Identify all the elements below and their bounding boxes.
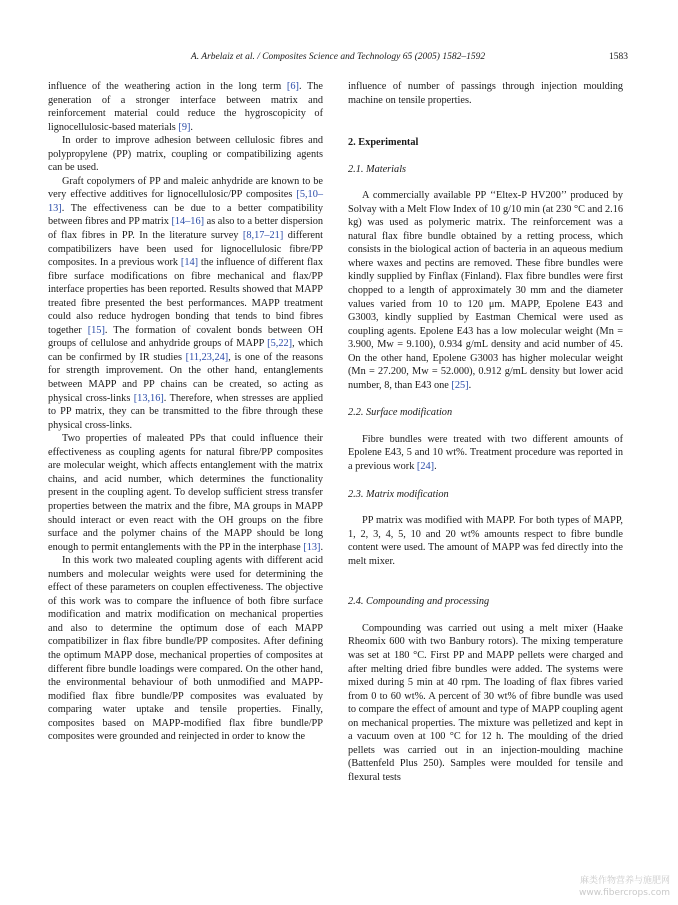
paragraph (348, 514, 623, 568)
citation-link[interactable]: [13,16] (133, 392, 164, 404)
paragraph-text: . Therefore, when stresses are applied to PP matrix, they can be transmitted to the fibre through these physical cross-links. (48, 392, 323, 431)
citation-link[interactable]: [15] (87, 324, 105, 336)
paragraph (48, 175, 323, 432)
paragraph-text: influence of number of passings through injection moulding machine on tensile properties. (348, 81, 623, 106)
subsection-heading: 2.3. Matrix modification (348, 488, 449, 500)
citation-link[interactable]: [14] (180, 257, 199, 269)
paragraph-text: Two properties of maleated PPs that could influence their effectiveness as coupling agents for natural fibre/PP composites are molecular weight, which affects entanglement with the matrix chains, and acid number, which determines the functionality present in the coupling agent. To develop sufficient stress transfer properties between the matrix and the fibre, MA groups in MAPP should interact or even react with the OH groups on the fibre surface and the polymer chains of the MAPP should be long enough to permit entanglements with the PP in the interphase (48, 433, 323, 553)
paragraph-text: . (468, 379, 472, 391)
citation-link[interactable]: [5,10–13] (48, 189, 323, 214)
citation-link[interactable]: [14–16] (171, 216, 205, 228)
paragraph-text: . (320, 541, 324, 553)
paragraph-text: different compatibilizers have been used for lignocellulosic fibre/PP composites. In a previous work (48, 230, 323, 269)
citation-link[interactable]: [11,23,24] (185, 351, 229, 363)
citation-link[interactable]: [5,22] (267, 338, 293, 350)
citation-link[interactable]: [6] (286, 81, 299, 92)
paragraph (348, 433, 623, 474)
citation-link[interactable]: [24] (416, 461, 435, 473)
citation-link[interactable]: [9] (178, 121, 191, 133)
watermark-line: 麻类作物营养与施肥网 (579, 876, 670, 886)
paragraph (348, 189, 623, 392)
paragraph-text: . (190, 121, 193, 133)
paragraph-text: the influence of different flax fibre surface modifications on fibre mechanical and flax/PP interface properties has been reported. Results showed that MAPP treated fibre presented the best performances. MAPP treatment could also reduce hydrogen bonding that tends to bind fibres together (48, 257, 323, 336)
paragraph-text: Graft copolymers of PP and maleic anhydride are known to be very effective additives for lignocellulosic/PP composites (48, 175, 323, 201)
paragraph (348, 622, 623, 785)
watermark (579, 875, 670, 899)
paragraph-text: . The generation of a stronger interface between matrix and reinforcement material could reduce the hygroscopicity of lignocellulosic-based materials (48, 81, 323, 133)
running-head: A. Arbelaiz et al. / Composites Science and Technology 65 (2005) 1582–1592 (190, 52, 486, 62)
paragraph-text: . (434, 461, 437, 473)
paragraph-text: , is one of the reasons for strength improvement. On the other hand, entanglements between MAPP and PP chains can be created, so acting as physical cross-links (48, 351, 323, 404)
right-column (348, 80, 623, 784)
paragraph-text: as also to a better dispersion of flax fibres in PP. In the literature survey (48, 216, 324, 242)
paragraph-text: , which can be confirmed by IR studies (48, 338, 324, 363)
watermark-line: www.fibercrops.com (579, 888, 670, 898)
paragraph-text: In order to improve adhesion between cellulosic fibres and polypropylene (PP) matrix, coupling or compatibilizing agents can be used. (48, 135, 323, 174)
citation-link[interactable]: [8,17–21] (242, 230, 284, 242)
paragraph (48, 134, 323, 175)
paragraph (48, 554, 323, 744)
citation-link[interactable]: [25] (451, 379, 469, 391)
paragraph (48, 80, 323, 134)
paragraph-text: . The effectiveness can be due to a better compatibility between fibres and PP matrix (48, 202, 323, 228)
left-column (48, 80, 323, 744)
paragraph-text: PP matrix was modified with MAPP. For both types of MAPP, 1, 2, 3, 4, 5, 10 and 20 wt% amounts respect to fibre bundle content were used. The amount of MAPP was fed directly into the melt mixer. (348, 515, 623, 567)
page-number: 1583 (609, 52, 628, 62)
paragraph-text: A commercially available PP ‘‘Eltex-P HV200’’ produced by Solvay with a Melt Flow Index of 10 g/10 min (at 230 °C and 2.16 kg) was used as polymeric matrix. The reinforcement was a natural flax fibre bundle obtained by a retting process, which consists in the biological action of bacteria in an aqueous medium where waxes and pectins are removed. These fibre bundles were kindly supplied by Finflax (Finland). Flax fibre bundles were first chopped to a length of approximately 30 mm and the diameter values varied from 10 to 120 μm. MAPP, Epolene E43 and G3003, kindly supplied by Eastman Chemical were used as coupling agents. Epolene E43 has a low molecular weight (Mn = 3.900, Mw = 9.100), 0.934 g/mL density and acid number of 45. On the other hand, Epolene G3003 has higher molecular weight (Mn = 27.200, Mw = 52.000), 0.912 g/mL density but lower acid number, 8, than E43 one (348, 190, 623, 391)
citation-link[interactable]: [13] (303, 541, 321, 553)
subsection-heading: 2.4. Compounding and processing (348, 596, 490, 608)
section-heading: 2. Experimental (348, 137, 419, 149)
paragraph-text: . The formation of covalent bonds between OH groups of cellulose and anhydride groups of MAPP (48, 324, 324, 350)
paragraph-text: influence of the weathering action in the long term (48, 81, 287, 92)
paragraph-text: Compounding was carried out using a melt mixer (Haake Rheomix 600 with two Banbury rotors). The mixing temperature was set at 180 °C. First PP and MAPP pellets were charged and after melting dried fibre bundles were added. The systems were mixed during 5 min at 40 rpm. The loading of flax fibres varied from 0 to 60 wt%. A percent of 30 wt% of fibre bundle was used to compare the effect of amount and type of MAPP coupling agent on mechanical properties. The mixture was pelletized and kept in a vacuum oven at 100 °C for 12 h. The moulding of the dried pellets was carried out in an injection-moulding machine (Battenfeld Plus 250). Samples were moulded for tensile and flexural tests (348, 622, 623, 783)
paragraph-text: In this work two maleated coupling agents with different acid numbers and molecular weights were used for determining the effect of these parameters on couplen effectiveness. The objective of this work was to compare the influence of both fibre surface modification and matrix modification on mechanical properties and also to determine the optimum dose of each MAPP compatibilizer in flax fibre bundle/PP composites. After defining the optimum MAPP dose, mechanical properties of composites at different fibre bundle loadings were compared. On the other hand, the environmental behaviour of both unmodified and MAPP-modified flax fibre bundle/PP composites was evaluated by comparing water uptake and tensile properties. Finally, composites based on MAPP-modified flax fibre bundle/PP composites were grounded and reinjected in order to know the (48, 555, 323, 743)
subsection-heading: 2.2. Surface modification (348, 407, 453, 419)
subsection-heading: 2.1. Materials (348, 163, 407, 175)
paragraph-text: Fibre bundles were treated with two different amounts of Epolene E43, 5 and 10 wt%. Treatment procedure was reported in a previous work (348, 433, 623, 473)
paragraph (48, 432, 323, 554)
paragraph (348, 80, 623, 107)
